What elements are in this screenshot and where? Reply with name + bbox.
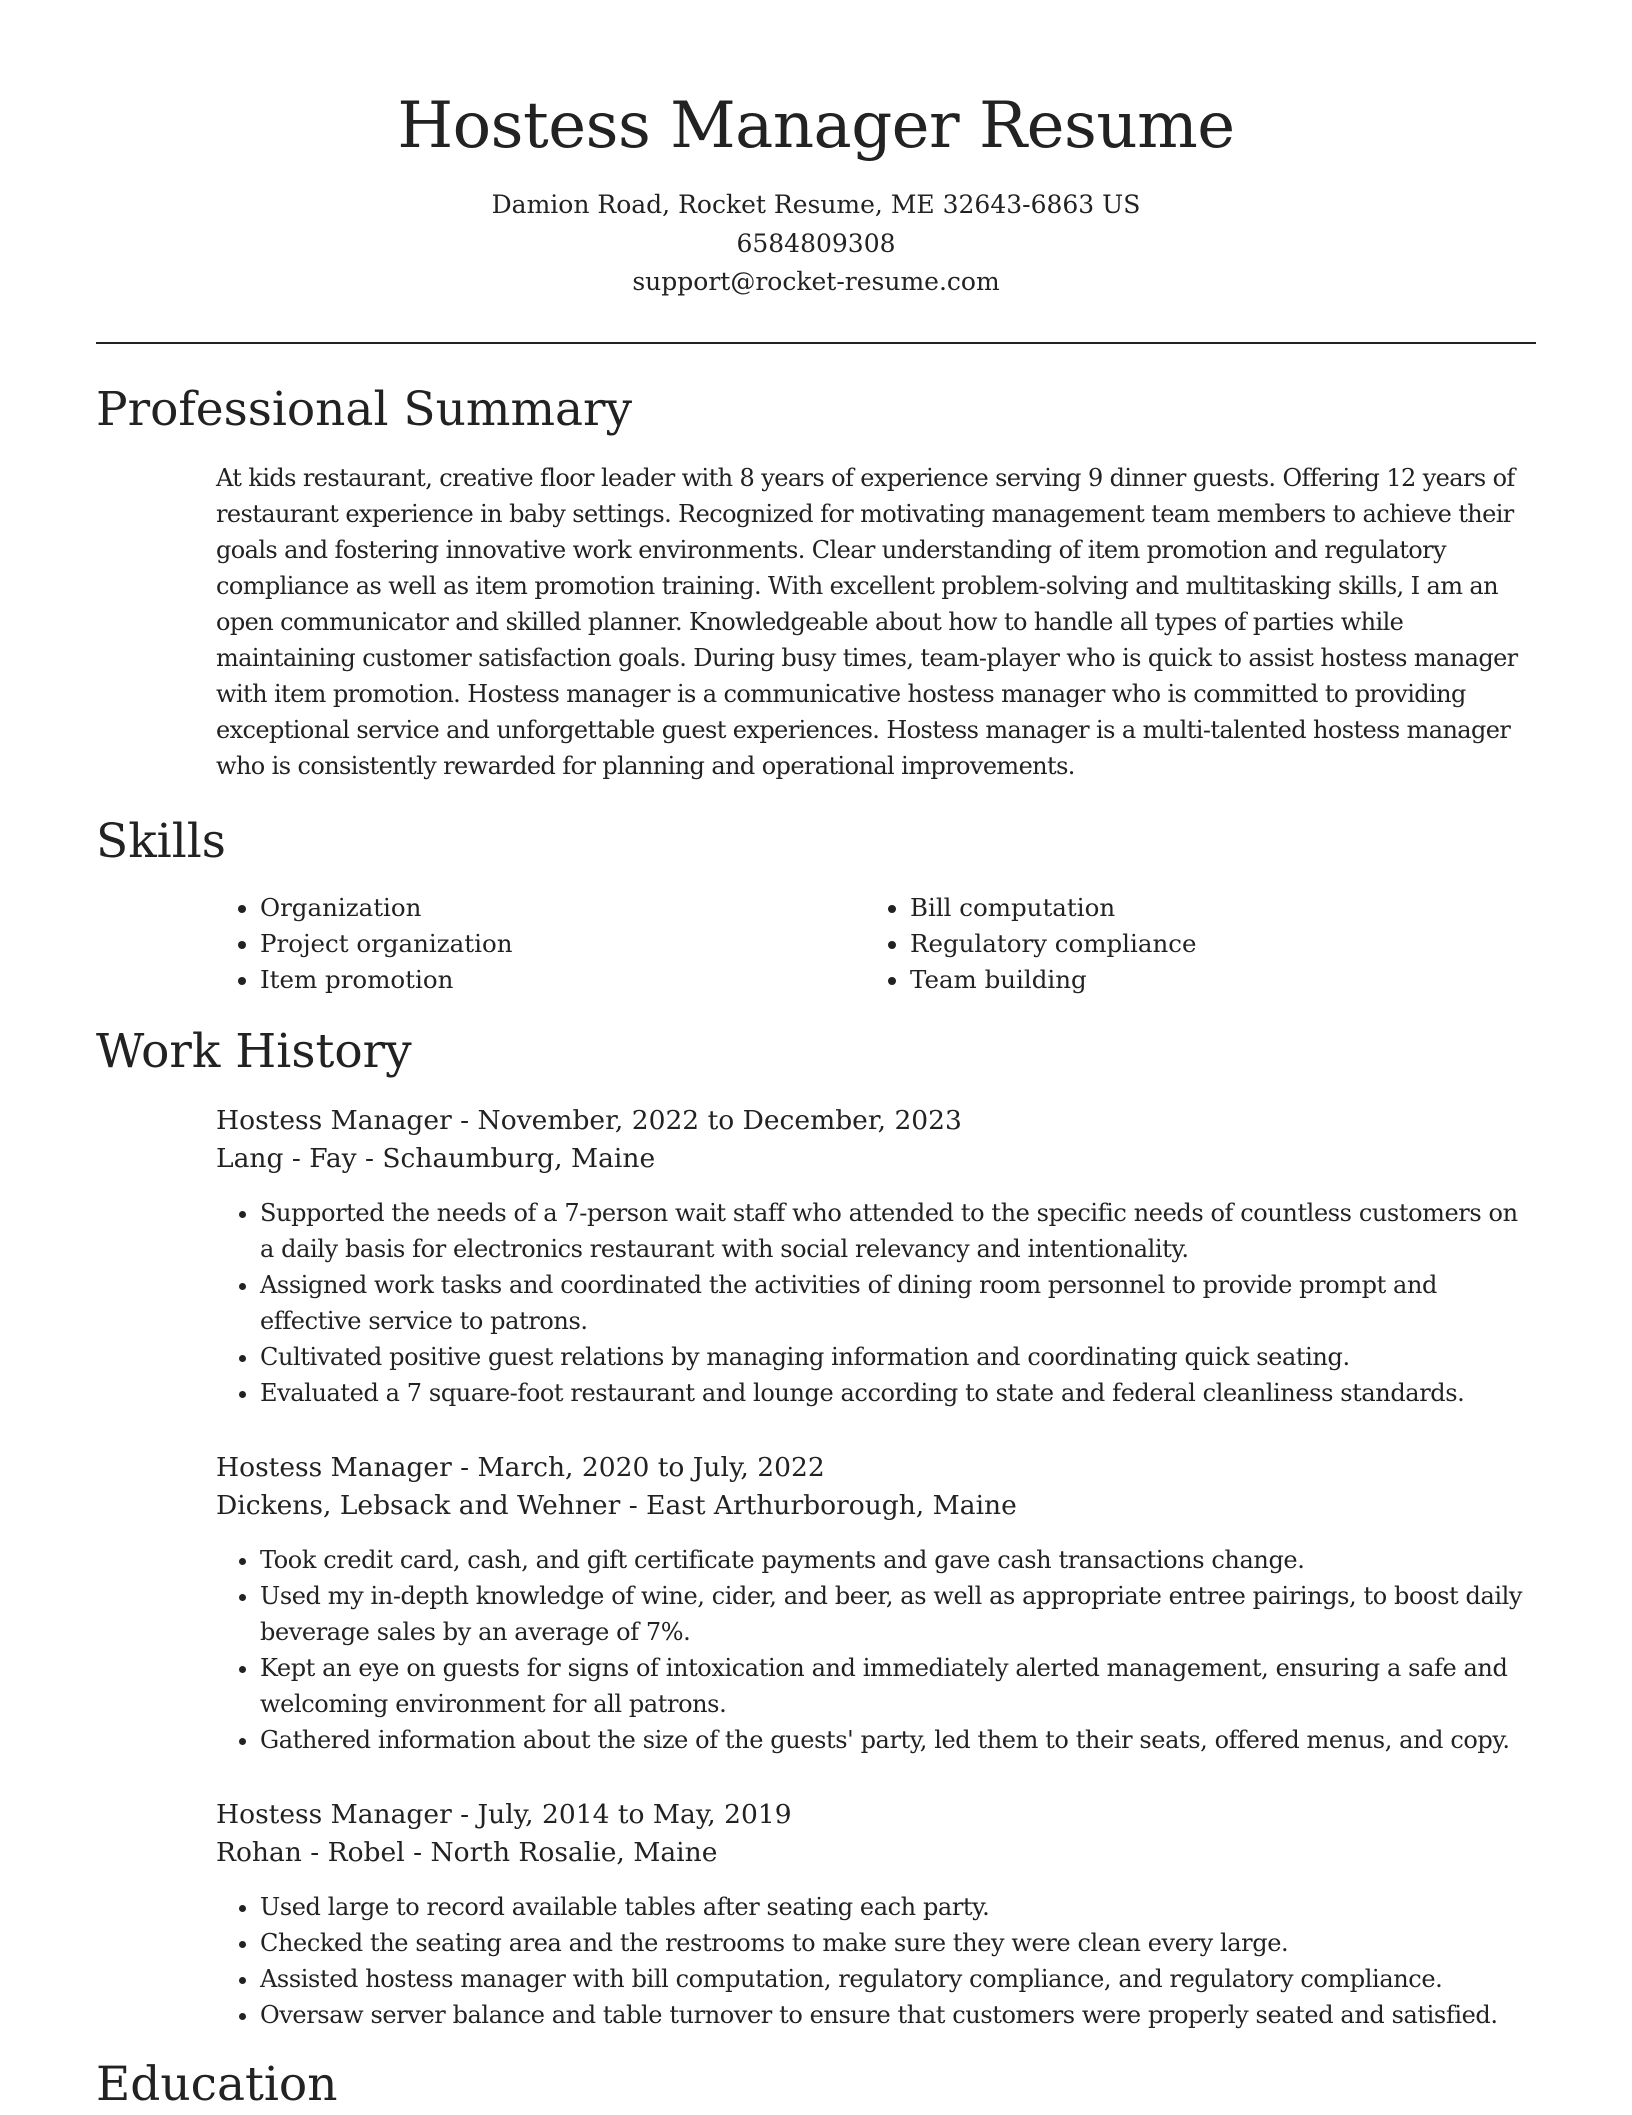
job-title: Hostess Manager [216, 1798, 452, 1830]
duty-item: • Evaluated a 7 square-foot restaurant and lounge according to state and federal cleanliness standards. [260, 1375, 1536, 1411]
job-company: Lang - Fay [216, 1143, 357, 1174]
duty-item: • Gathered information about the size of the guests' party, led them to their seats, offered menus, and copy. [260, 1722, 1536, 1758]
job-title-line [216, 1102, 1536, 1141]
job-entry [216, 1102, 1536, 1411]
job-dates: July, 2014 to May, 2019 [477, 1798, 792, 1830]
duty-item: • Assisted hostess manager with bill computation, regulatory compliance, and regulatory compliance. [260, 1961, 1536, 1997]
job-company-line [216, 1487, 1536, 1526]
separator: - [404, 1837, 431, 1868]
phone: 6584809308 [736, 228, 896, 258]
skill-item: • Regulatory compliance [910, 926, 1536, 962]
address: Damion Road, Rocket Resume, ME 32643-6863 US [491, 190, 1141, 219]
header-divider [96, 342, 1536, 344]
section-skills [96, 812, 1536, 998]
resume-header [96, 0, 1536, 302]
duty-item: • Used large to record available tables after seating each party. [260, 1889, 1536, 1925]
duty-item: • Used my in-depth knowledge of wine, cider, and beer, as well as appropriate entree pairings, to boost daily beverage sales by an average of 7%. [260, 1578, 1536, 1650]
section-title-summary: Professional Summary [96, 381, 633, 437]
separator: - [451, 1798, 478, 1830]
separator: - [620, 1490, 647, 1521]
duty-item: • Cultivated positive guest relations by managing information and coordinating quick seating. [260, 1339, 1536, 1375]
separator: - [356, 1143, 383, 1174]
summary-text: At kids restaurant, creative floor leader with 8 years of experience serving 9 dinner guests. Offering 12 years of restaurant experience in baby settings. Recognized for motivating management team members to achieve their goals and fostering innovative work environments. Clear understanding of item promotion and regulatory compliance as well as item promotion training. With excellent problem-solving and multitasking skills, I am an open communicator and skilled planner. Knowledgeable about how to handle all types of parties while maintaining customer satisfaction goals. During busy times, team-player who is quick to assist hostess manager with item promotion. Hostess manager is a communicative hostess manager who is committed to providing exceptional service and unforgettable guest experiences. Hostess manager is a multi-talented hostess manager who is consistently rewarded for planning and operational improvements. [216, 463, 1518, 780]
skill-item: • Team building [910, 962, 1536, 998]
section-education [96, 2055, 1536, 2115]
job-title: Hostess Manager [216, 1451, 452, 1483]
job-location: East Arthurborough, Maine [646, 1490, 1017, 1521]
duty-item: • Assigned work tasks and coordinated the activities of dining room personnel to provide prompt and effective service to patrons. [260, 1267, 1536, 1339]
job-duties [216, 1889, 1536, 2033]
job-dates: November, 2022 to December, 2023 [477, 1104, 962, 1136]
duty-item: • Took credit card, cash, and gift certificate payments and gave cash transactions change. [260, 1542, 1536, 1578]
section-professional-summary [96, 380, 1536, 784]
job-title: Hostess Manager [216, 1104, 452, 1136]
separator: - [451, 1451, 478, 1483]
duty-item: • Checked the seating area and the restrooms to make sure they were clean every large. [260, 1925, 1536, 1961]
job-location: Schaumburg, Maine [382, 1143, 656, 1174]
job-company: Rohan - Robel [216, 1837, 405, 1868]
job-dates: March, 2020 to July, 2022 [477, 1451, 825, 1483]
job-company-line [216, 1834, 1536, 1873]
resume-title: Hostess Manager Resume [397, 89, 1235, 163]
skill-item: • Organization [260, 890, 866, 926]
separator: - [451, 1104, 478, 1136]
job-company: Dickens, Lebsack and Wehner [216, 1490, 621, 1521]
job-title-line [216, 1449, 1536, 1488]
resume-page [96, 0, 1536, 2115]
section-title-work: Work History [96, 1023, 412, 1079]
email: support@rocket-resume.com [632, 267, 1000, 296]
job-entry [216, 1796, 1536, 2033]
job-duties [216, 1195, 1536, 1411]
skill-item: • Project organization [260, 926, 866, 962]
job-entry [216, 1449, 1536, 1758]
section-title-education: Education [96, 2056, 338, 2112]
contact-info [96, 186, 1536, 302]
duty-item: • Kept an eye on guests for signs of intoxication and immediately alerted management, ensuring a safe and welcoming environment for all patrons. [260, 1650, 1536, 1722]
skill-item: • Item promotion [260, 962, 866, 998]
job-title-line [216, 1796, 1536, 1835]
skills-column-left [216, 890, 866, 998]
section-title-skills: Skills [96, 813, 226, 869]
skills-column-right [866, 890, 1536, 998]
duty-item: • Oversaw server balance and table turnover to ensure that customers were properly seated and satisfied. [260, 1997, 1536, 2033]
section-work-history [96, 1022, 1536, 2033]
job-location: North Rosalie, Maine [430, 1837, 718, 1868]
skills-list [216, 890, 1536, 998]
duty-item: • Supported the needs of a 7-person wait staff who attended to the specific needs of countless customers on a daily basis for electronics restaurant with social relevancy and intentionality. [260, 1195, 1536, 1267]
skill-item: • Bill computation [910, 890, 1536, 926]
job-company-line [216, 1140, 1536, 1179]
job-duties [216, 1542, 1536, 1758]
